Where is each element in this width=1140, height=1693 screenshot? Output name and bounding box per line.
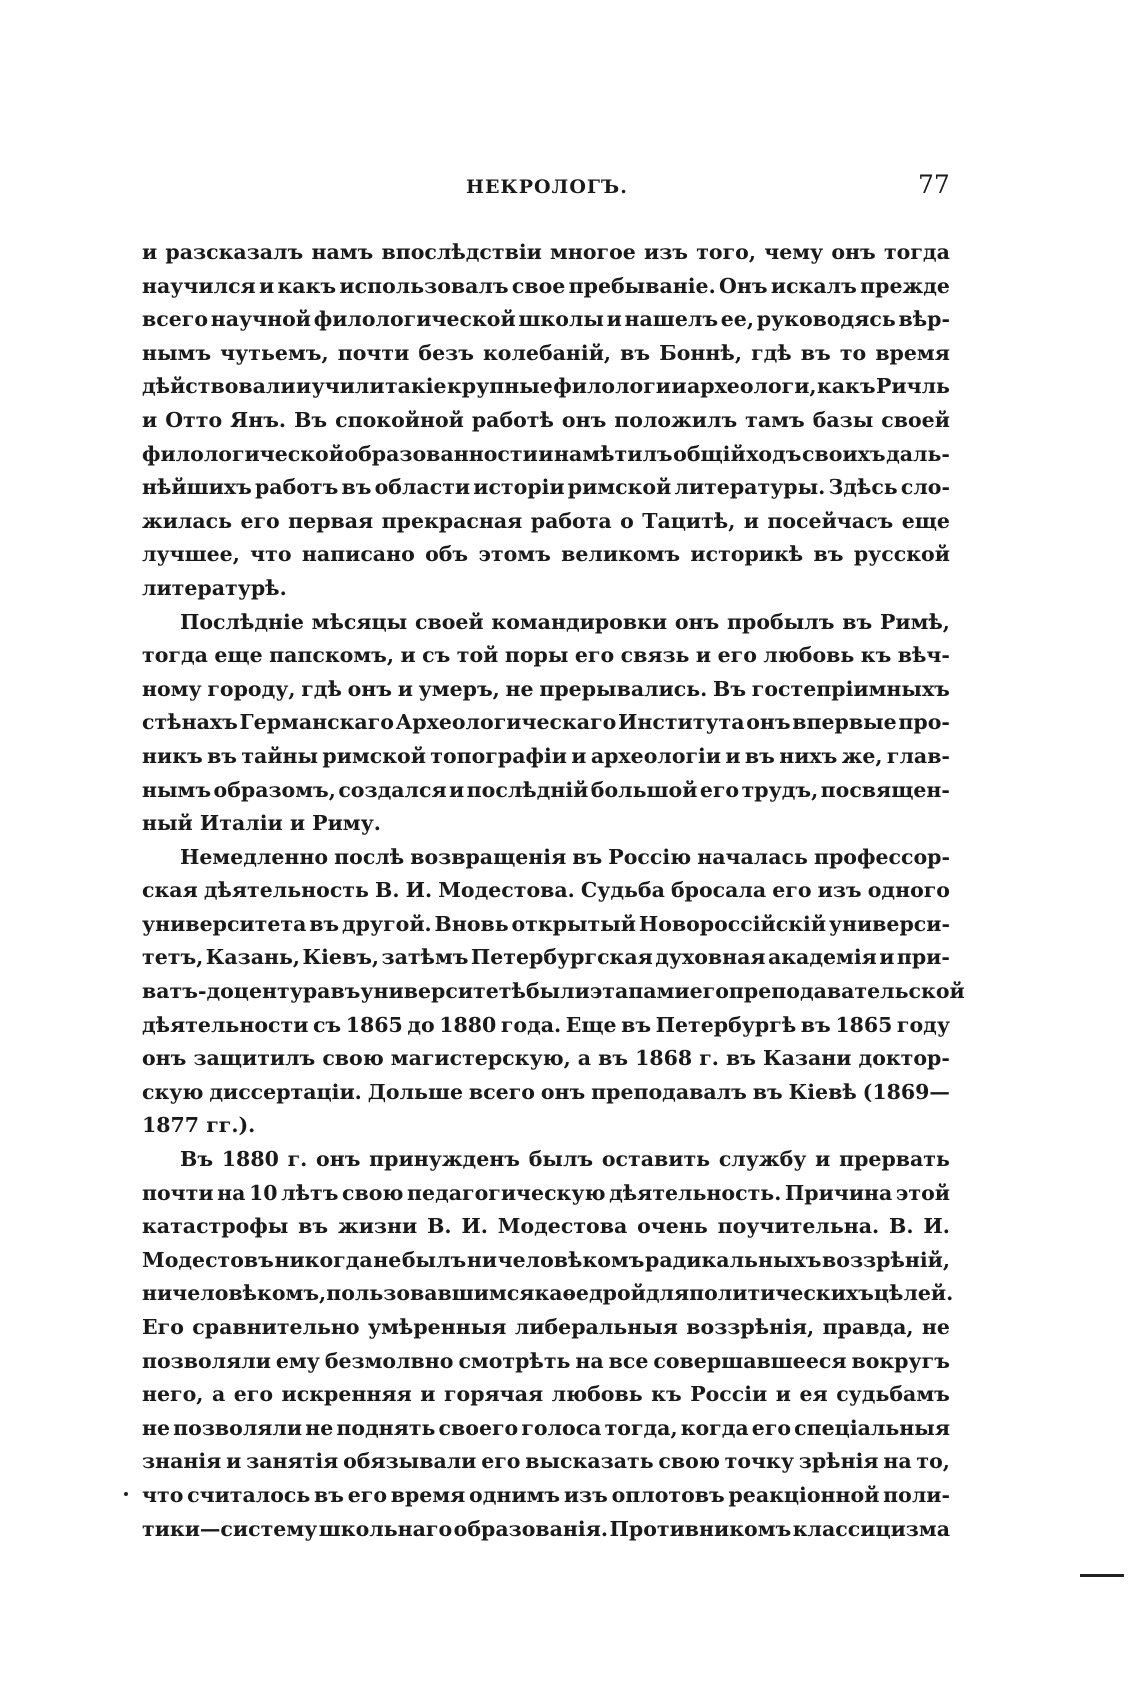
text-line: тетъ, Казань, Кіевъ, затѣмъ Петербургская духовная академія и при- xyxy=(142,945,950,970)
text-line: тогда еще папскомъ, и съ той поры его связь и его любовь къ вѣч- xyxy=(142,643,950,668)
text-line: не позволяли не поднять своего голоса тогда, когда его спеціальныя xyxy=(142,1415,950,1440)
text-line: него, а его искренняя и горячая любовь къ Россіи и ея судьбамъ xyxy=(142,1382,950,1407)
text-line: знанія и занятія обязывали его высказать свою точку зрѣнія на то, xyxy=(142,1449,950,1474)
text-line: дѣйствовали и учили такіе крупные филологи и археологи, какъ Ричль xyxy=(142,374,950,399)
text-line: ская дѣятельность В. И. Модестова. Судьба бросала его изъ одного xyxy=(142,878,950,903)
body-text xyxy=(142,236,965,1546)
text-line: жилась его первая прекрасная работа о Тацитѣ, и посейчасъ еще xyxy=(142,508,950,533)
text-line: филологической образованности и намѣтилъ общій ходъ своихъ даль- xyxy=(142,441,950,466)
page-number: 77 xyxy=(918,170,950,199)
margin-dash-mark xyxy=(1080,1574,1124,1577)
text-line: Въ 1880 г. онъ принужденъ былъ оставить службу и прервать xyxy=(180,1147,950,1172)
text-line: Его сравнительно умѣренныя либеральныя воззрѣнія, правда, не xyxy=(142,1315,950,1339)
text-line: нымъ образомъ, создался и послѣдній большой его трудъ, посвящен- xyxy=(142,777,950,802)
text-line: Послѣдніе мѣсяцы своей командировки онъ пробылъ въ Римѣ, xyxy=(180,609,950,634)
text-line: скую диссертаціи. Дольше всего онъ преподавалъ въ Кіевѣ (1869— xyxy=(142,1079,950,1104)
text-line: Модестовъ никогда не былъ ни человѣкомъ радикальныхъ воззрѣній, xyxy=(142,1247,950,1272)
text-line: онъ защитилъ свою магистерскую, а въ 1868 г. въ Казани доктор- xyxy=(142,1046,950,1071)
text-line: лучшее, что написано объ этомъ великомъ историкѣ въ русской xyxy=(142,542,950,567)
text-line: 1877 гг.). xyxy=(142,1113,256,1138)
text-line: университета въ другой. Вновь открытый Новороссійскій универси- xyxy=(142,911,950,936)
text-line: дѣятельности съ 1865 до 1880 года. Еще въ Петербургѣ въ 1865 году xyxy=(142,1012,950,1037)
text-line: тики—систему школьнаго образованія. Противникомъ классицизма xyxy=(142,1516,950,1541)
text-line: катастрофы въ жизни В. И. Модестова очень поучительна. В. И. xyxy=(142,1214,950,1239)
text-line: Немедленно послѣ возвращенія въ Россію началась профессор- xyxy=(180,844,950,869)
text-line: ни человѣкомъ, пользовавшимся каѳедрой для политическихъ цѣлей. xyxy=(142,1281,954,1306)
text-line: почти на 10 лѣтъ свою педагогическую дѣятельность. Причина этой xyxy=(142,1180,950,1205)
text-line: нѣйшихъ работъ въ области исторіи римской литературы. Здѣсь сло- xyxy=(142,475,950,500)
text-line: нымъ чутьемъ, почти безъ колебаній, въ Боннѣ, гдѣ въ то время xyxy=(142,340,950,365)
text-line: всего научной филологической школы и нашелъ ее, руководясь вѣр- xyxy=(142,307,950,332)
text-line: литературѣ. xyxy=(142,575,287,600)
text-line: что считалось въ его время однимъ изъ оплотовъ реакціонной поли- xyxy=(142,1482,950,1507)
text-line: ному городу, гдѣ онъ и умеръ, не прерывались. Въ гостепріимныхъ xyxy=(142,676,950,701)
text-line: и Отто Янъ. Въ спокойной работѣ онъ положилъ тамъ базы своей xyxy=(142,407,950,432)
running-title: НЕКРОЛОГЪ. xyxy=(466,176,628,198)
text-line: ватъ-доцентура въ университетѣ были этапами его преподавательской xyxy=(142,979,965,1004)
text-line: позволяли ему безмолвно смотрѣть на все совершавшееся вокругъ xyxy=(142,1348,950,1373)
text-line: и разсказалъ намъ впослѣдствіи многое изъ того, чему онъ тогда xyxy=(142,240,950,264)
text-line: ный Италіи и Риму. xyxy=(142,811,381,836)
text-line: научился и какъ использовалъ свое пребываніе. Онъ искалъ прежде xyxy=(142,273,950,298)
text-line: стѣнахъ Германскаго Археологическаго Института онъ впервые про- xyxy=(142,710,950,735)
text-line: никъ въ тайны римской топографіи и археологіи и въ нихъ же, глав- xyxy=(142,743,950,768)
margin-dot-mark xyxy=(124,1492,128,1496)
